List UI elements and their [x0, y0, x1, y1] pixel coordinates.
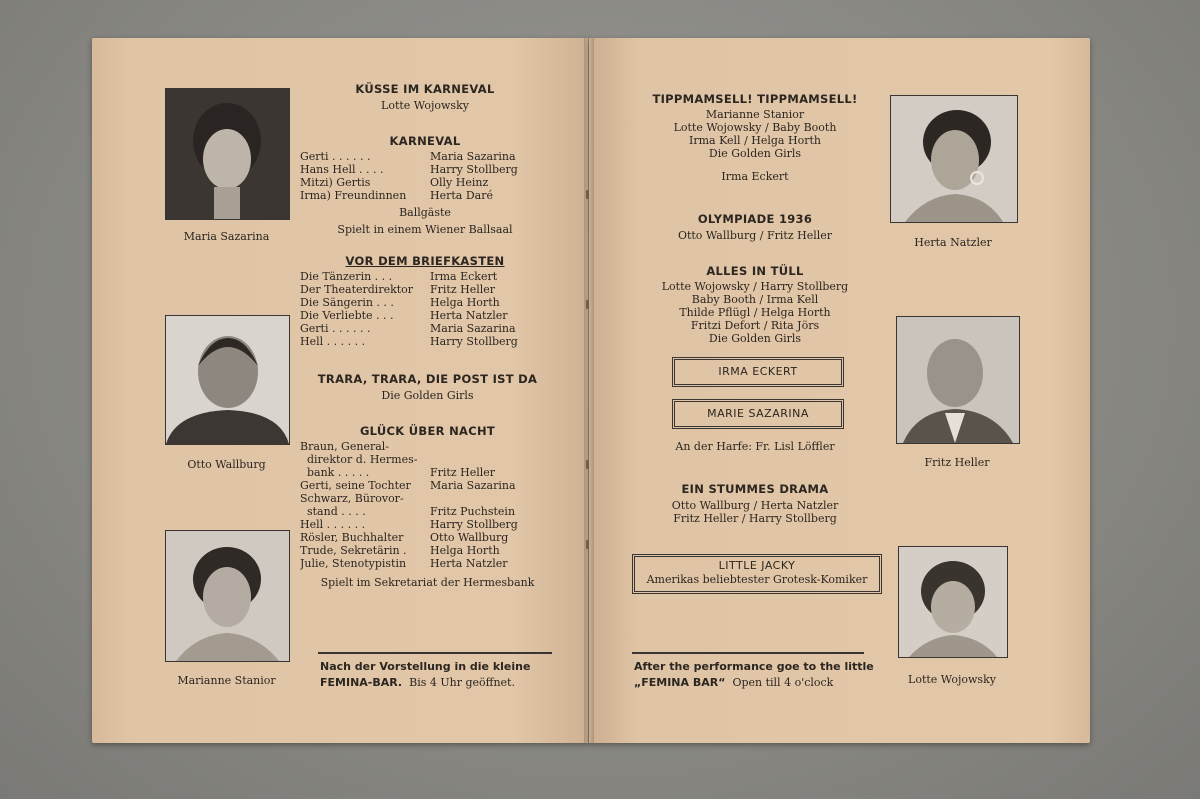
cast-row [300, 270, 550, 283]
cast-list [300, 440, 555, 570]
cast-row [300, 492, 555, 505]
section-title: GLÜCK ÜBER NACHT [359, 424, 496, 438]
cast-actor: Maria Sazarina [430, 479, 516, 492]
cast-actor: Fritz Heller [430, 466, 496, 479]
section-vor-dem-briefkasten [300, 254, 550, 348]
cast-actor: Helga Horth [430, 544, 500, 557]
jacky-sub: Amerikas beliebtester Grotesk-Komiker [646, 573, 868, 586]
cast-actor: Helga Horth [430, 296, 500, 309]
cast-row [300, 557, 555, 570]
cast-row [300, 518, 555, 531]
cast-actor: Maria Sazarina [430, 150, 516, 163]
cast-role: Trude, Sekretärin . [300, 544, 407, 557]
cast-row [300, 176, 550, 189]
cast-line: Lotte Wojowsky / Baby Booth [673, 121, 837, 134]
portrait-lotte-wojowsky [898, 546, 1008, 658]
cast-line: Thilde Pflügl / Helga Horth [679, 306, 831, 319]
cast-actor [428, 440, 430, 453]
footer-line: Nach der Vorstellung in die kleine [320, 660, 531, 673]
portrait-maria-sazarina [165, 88, 290, 220]
cast-row [300, 309, 550, 322]
cast-line: Die Golden Girls [708, 147, 802, 160]
section-note: Ballgäste [399, 206, 451, 219]
cast-role: Braun, General- [300, 440, 390, 453]
harp-note: An der Harfe: Fr. Lisl Löffler [675, 440, 835, 453]
portrait-image [166, 316, 289, 444]
cast-role: direktor d. Hermes- [300, 453, 418, 466]
cast-list [640, 108, 870, 160]
cast-role: Gerti, seine Tochter [300, 479, 411, 492]
cast-line: Irma Kell / Helga Horth [689, 134, 821, 147]
cast-row [300, 479, 555, 492]
portrait-otto-wallburg [165, 315, 290, 445]
section-cast: Irma Eckert [721, 170, 789, 183]
cast-row [300, 453, 555, 466]
portrait-image [897, 317, 1019, 443]
footer-rule [632, 652, 864, 654]
cast-list [640, 499, 870, 525]
section-alles-in-tull [640, 264, 870, 345]
cast-row [300, 440, 555, 453]
section-title: OLYMPIADE 1936 [697, 212, 813, 226]
section-karneval [300, 134, 550, 236]
staple [586, 190, 589, 199]
cast-line: Fritzi Defort / Rita Jörs [690, 319, 820, 332]
section-cast: Otto Wallburg / Fritz Heller [677, 229, 833, 242]
cast-row [300, 335, 550, 348]
cast-role: Gerti . . . . . . [300, 322, 371, 335]
caption-otto-wallburg: Otto Wallburg [187, 458, 266, 471]
cast-actor: Harry Stollberg [430, 163, 518, 176]
cast-role: bank . . . . . [300, 466, 370, 479]
cast-role: Hell . . . . . . [300, 335, 366, 348]
cast-line: Baby Booth / Irma Kell [691, 293, 819, 306]
cast-role: Gerti . . . . . . [300, 150, 371, 163]
cast-row [300, 150, 550, 163]
footer-bar-name: „FEMINA BAR“ [634, 676, 726, 689]
cast-row [300, 283, 550, 296]
cast-actor: Otto Wallburg [430, 531, 509, 544]
section-note: Spielt im Sekretariat der Hermesbank [320, 576, 535, 589]
section-ein-stummes-drama [640, 482, 870, 525]
section-title: KÜSSE IM KARNEVAL [355, 82, 495, 96]
cast-line: Otto Wallburg / Herta Natzler [671, 499, 839, 512]
cast-role: Rösler, Buchhalter [300, 531, 404, 544]
cast-role: Der Theaterdirektor [300, 283, 414, 296]
box-irma-eckert: IRMA ECKERT [674, 359, 842, 385]
cast-actor: Herta Natzler [430, 309, 508, 322]
caption-maria-sazarina: Maria Sazarina [183, 230, 270, 243]
cast-actor: Herta Natzler [430, 557, 508, 570]
staple [586, 460, 589, 469]
cast-role: stand . . . . [300, 505, 366, 518]
cast-actor: Harry Stollberg [430, 518, 518, 531]
cast-row [300, 322, 550, 335]
portrait-fritz-heller [896, 316, 1020, 444]
footer-bar-name: FEMINA-BAR. [320, 676, 403, 689]
cast-row [300, 296, 550, 309]
cast-actor: Irma Eckert [430, 270, 498, 283]
cast-role: Die Verliebte . . . [300, 309, 394, 322]
section-cast: Die Golden Girls [381, 389, 474, 402]
cast-actor: Olly Heinz [430, 176, 489, 189]
staple [586, 300, 589, 309]
portrait-image [166, 531, 289, 661]
cast-row [300, 466, 555, 479]
section-title: TRARA, TRARA, DIE POST IST DA [317, 372, 538, 386]
cast-actor [428, 492, 430, 505]
portrait-image [166, 89, 289, 219]
cast-role: Mitzi) Gertis [300, 176, 371, 189]
section-gluck-uber-nacht [300, 424, 555, 589]
cast-actor [428, 453, 430, 466]
jacky-title: LITTLE JACKY [718, 559, 796, 572]
cast-actor: Herta Daré [430, 189, 493, 202]
cast-role: Die Sängerin . . . [300, 296, 394, 309]
cast-list [300, 150, 550, 202]
cast-actor: Fritz Heller [430, 283, 496, 296]
caption-lotte-wojowsky: Lotte Wojowsky [908, 673, 996, 686]
section-olympiade [640, 212, 870, 242]
section-cast: Lotte Wojowsky [381, 99, 469, 112]
cast-actor: Harry Stollberg [430, 335, 518, 348]
footer-hours: Bis 4 Uhr geöffnet. [409, 676, 515, 689]
caption-marianne-stanior: Marianne Stanior [177, 674, 276, 687]
cast-role: Hell . . . . . . [300, 518, 366, 531]
caption-herta-natzler: Herta Natzler [914, 236, 992, 249]
section-title: TIPPMAMSELL! TIPPMAMSELL! [652, 92, 858, 106]
portrait-herta-natzler [890, 95, 1018, 223]
section-title: EIN STUMMES DRAMA [681, 482, 829, 496]
cast-role: Irma) Freundinnen [300, 189, 407, 202]
cast-row [300, 531, 555, 544]
cast-actor: Maria Sazarina [430, 322, 516, 335]
box-marie-sazarina: MARIE SAZARINA [674, 401, 842, 427]
section-title: VOR DEM BRIEFKASTEN [345, 254, 505, 268]
cast-role: Die Tänzerin . . . [300, 270, 393, 283]
footer-hours: Open till 4 o'clock [732, 676, 834, 689]
cast-row [300, 189, 550, 202]
section-tippmamsell [640, 92, 870, 183]
section-kusse-im-karneval [300, 82, 550, 112]
portrait-image [899, 547, 1007, 657]
cast-role: Schwarz, Bürovor- [300, 492, 404, 505]
box-little-jacky [634, 556, 880, 592]
caption-fritz-heller: Fritz Heller [924, 456, 990, 469]
section-trara [300, 372, 555, 402]
cast-role: Hans Hell . . . . [300, 163, 384, 176]
cast-line: Fritz Heller / Harry Stollberg [673, 512, 837, 525]
section-title: KARNEVAL [389, 134, 461, 148]
staple [586, 540, 589, 549]
cast-role: Julie, Stenotypistin [300, 557, 407, 570]
book-spine [584, 38, 594, 743]
cast-list [300, 270, 550, 348]
cast-row [300, 505, 555, 518]
cast-line: Marianne Stanior [705, 108, 805, 121]
cast-actor: Fritz Puchstein [430, 505, 516, 518]
cast-row [300, 544, 555, 557]
footer-rule [318, 652, 552, 654]
section-title: ALLES IN TÜLL [706, 264, 804, 278]
cast-line: Die Golden Girls [708, 332, 802, 345]
cast-list [640, 280, 870, 345]
portrait-image [891, 96, 1017, 222]
section-note: Spielt in einem Wiener Ballsaal [337, 223, 513, 236]
footer-line: After the performance goe to the little [634, 660, 874, 673]
portrait-marianne-stanior [165, 530, 290, 662]
cast-row [300, 163, 550, 176]
footer-english [634, 659, 874, 691]
cast-line: Lotte Wojowsky / Harry Stollberg [661, 280, 849, 293]
footer-german [320, 659, 530, 691]
